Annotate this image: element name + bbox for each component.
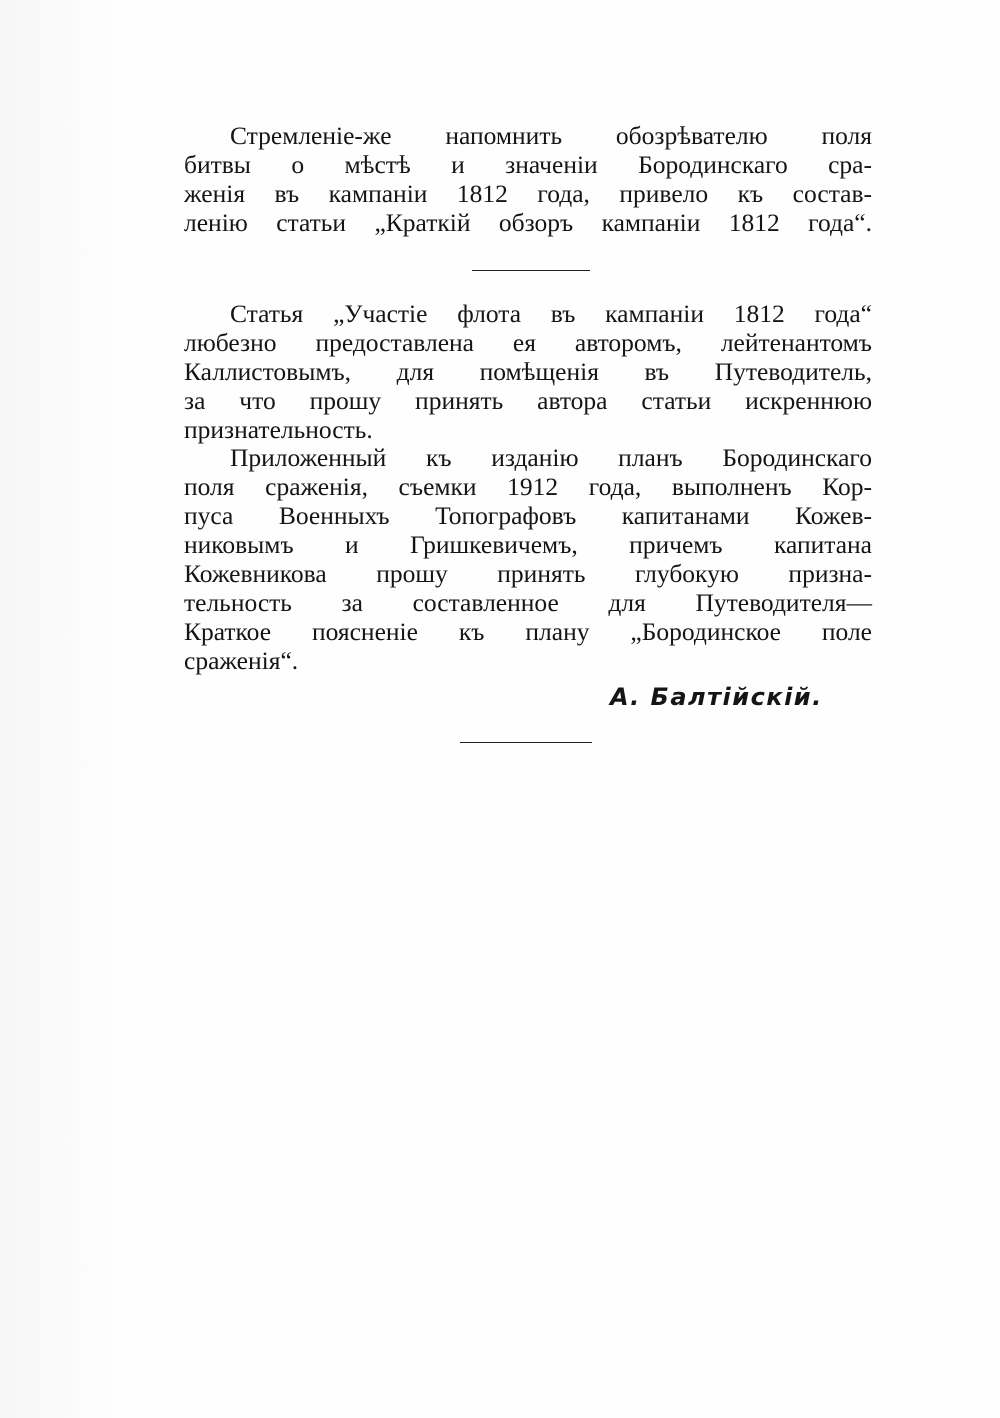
text-line: никовымъ и Гришкевичемъ, причемъ капитана — [184, 530, 872, 559]
text-line: Приложенный къ изданію планъ Бородинскаго — [230, 443, 872, 472]
paragraph-fleet-article — [184, 299, 872, 444]
author-signature: А. Балтійскій. — [610, 683, 823, 711]
text-line: признательность. — [184, 415, 373, 444]
text-line: тельность за составленное для Путеводителя— — [184, 588, 872, 617]
text-line: Статья „Участіе флота въ кампаніи 1812 года“ — [230, 299, 872, 328]
text-line: за что прошу принять автора статьи искреннюю — [184, 386, 872, 415]
text-line: сраженія“. — [184, 646, 299, 675]
text-line: битвы о мѣстѣ и значеніи Бородинскаго сра- — [184, 150, 872, 179]
text-line: женія въ кампаніи 1812 года, привело къ состав- — [184, 179, 872, 208]
text-line: Каллистовымъ, для помѣщенія въ Путеводитель, — [184, 357, 872, 386]
text-line: Стремленіе-же напомнить обозрѣвателю поля — [230, 121, 872, 150]
text-line: пуса Военныхъ Топографовъ капитанами Кожев- — [184, 501, 872, 530]
paragraph-intent — [184, 121, 872, 237]
paragraph-battle-plan — [184, 443, 872, 675]
text-line: ленію статьи „Краткій обзоръ кампаніи 1812 года“. — [184, 208, 872, 237]
text-line: любезно предоставлена ея авторомъ, лейтенантомъ — [184, 328, 872, 357]
text-line: Краткое поясненіе къ плану „Бородинское поле — [184, 617, 872, 646]
text-line: Кожевникова прошу принять глубокую призна- — [184, 559, 872, 588]
page-gutter-shade — [0, 0, 120, 1418]
section-divider — [472, 270, 590, 271]
end-divider — [460, 742, 592, 743]
text-line: поля сраженія, съемки 1912 года, выполненъ Кор- — [184, 472, 872, 501]
